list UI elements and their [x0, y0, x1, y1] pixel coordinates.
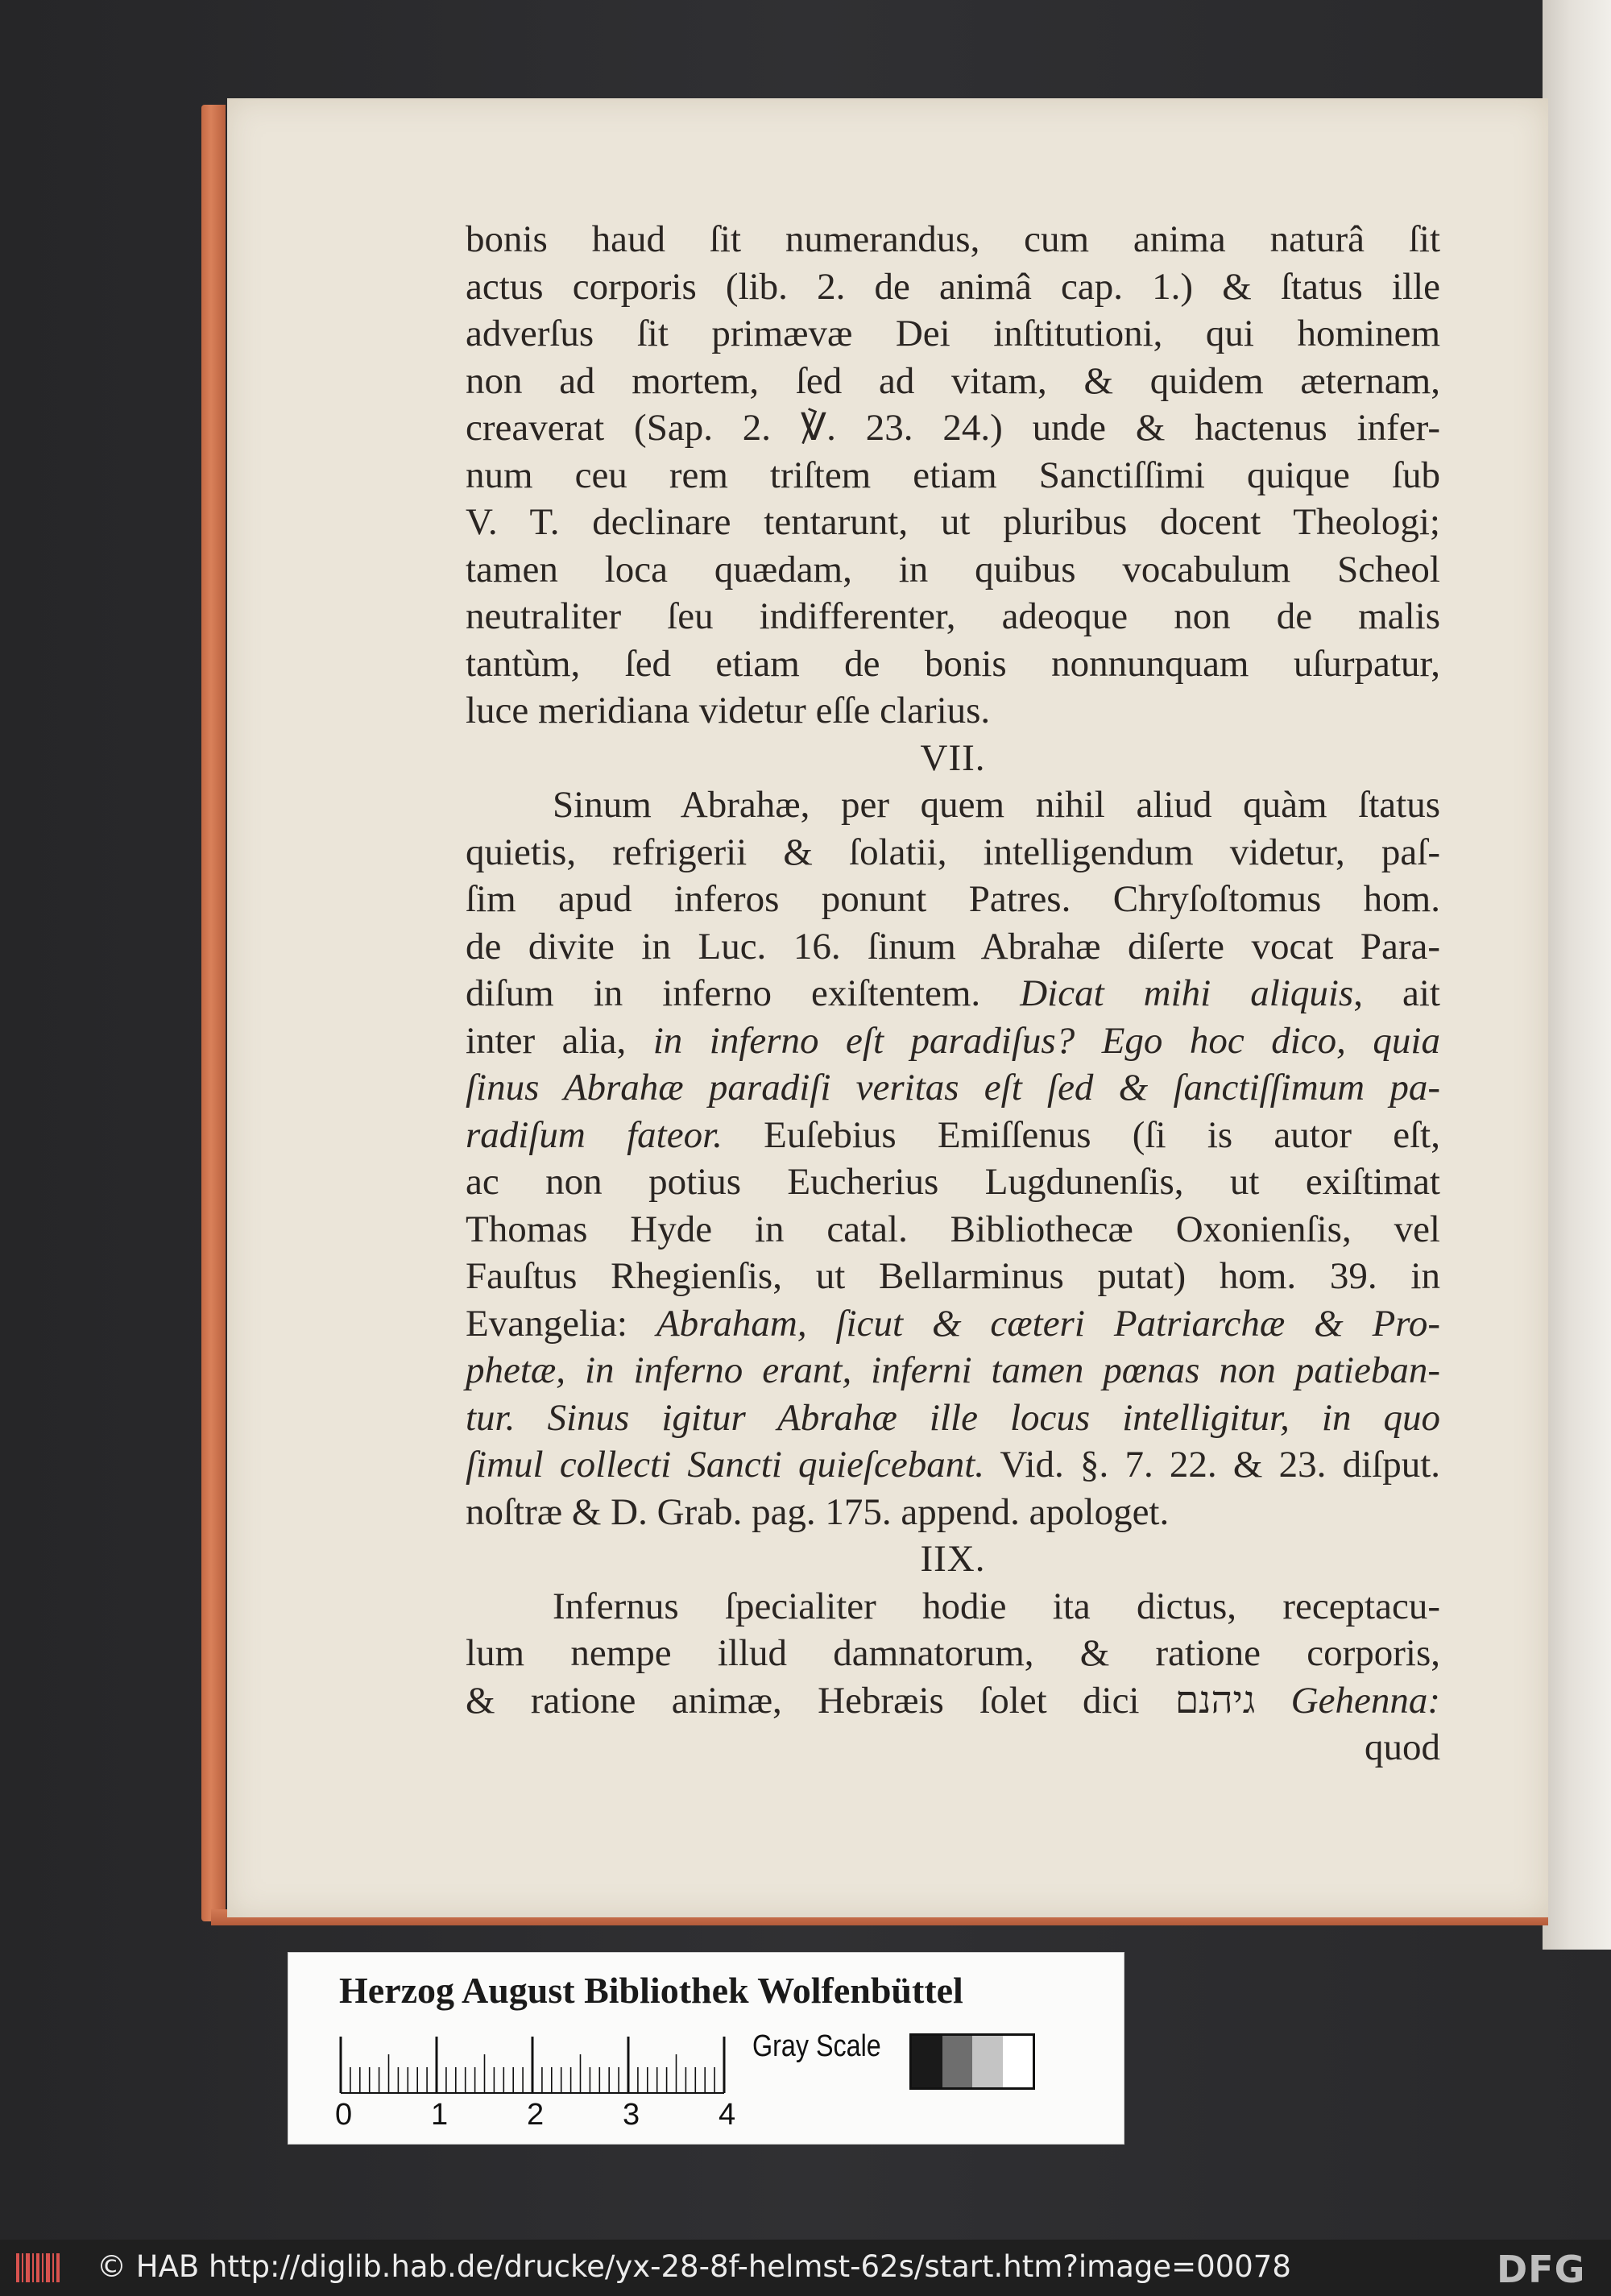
italic-text: radiſum fateor. [466, 1113, 723, 1156]
text-segment: bonis haud ſit numerandus, cum anima naturâ ſit [466, 218, 1440, 260]
italic-text: phetæ, in inferno erant, inferni tamen pœnas non patieban- [466, 1349, 1440, 1391]
dfg-logo: DFG [1497, 2248, 1586, 2291]
italic-text: ſinus Abrahæ paradiſi veritas eſt ſed & ſanctiſſimum pa- [466, 1067, 1440, 1109]
italic-text: Gehenna: [1290, 1679, 1440, 1722]
ruler-number: 4 [719, 2098, 736, 2132]
text-line [466, 923, 1440, 971]
text-line [466, 640, 1440, 688]
italic-text: in inferno eſt paradiſus? Ego hoc dico, quia [652, 1019, 1440, 1062]
text-segment: ac non potius Eucherius Lugdunenſis, ut exiſtimat [466, 1161, 1440, 1203]
text-segment: Infernus ſpecialiter hodie ita dictus, receptacu- [553, 1585, 1440, 1627]
section-heading [466, 1536, 1440, 1583]
text-line [466, 1253, 1440, 1300]
text-segment: Thomas Hyde in catal. Bibliothecæ Oxonienſis, vel [466, 1208, 1440, 1250]
gray-scale-label: Gray Scale [752, 2029, 881, 2063]
text-segment: IIX. [920, 1538, 986, 1580]
text-line [466, 781, 1440, 829]
text-line [466, 1583, 1440, 1631]
text-segment: VII. [920, 736, 986, 779]
text-line [466, 1724, 1440, 1772]
text-segment: tamen loca quædam, in quibus vocabulum Scheol [466, 548, 1440, 591]
barcode-icon [16, 2253, 64, 2282]
gray-swatch [1003, 2036, 1033, 2087]
footer-url[interactable]: © HAB http://diglib.hab.de/drucke/yx-28-8f-helmst-62s/start.htm?image=00078 [97, 2249, 1291, 2284]
italic-text: Abraham, ſicut & cæteri Patriarchæ & Pro- [656, 1302, 1440, 1345]
gray-swatch [972, 2036, 1003, 2087]
text-segment: Euſebius Emiſſenus (ſi is autor eſt, [722, 1113, 1440, 1156]
text-line [466, 404, 1440, 452]
text-line [466, 546, 1440, 594]
adjacent-page-edge [1543, 0, 1611, 1950]
text-segment: non ad mortem, ſed ad vitam, & quidem æternam, [466, 359, 1440, 402]
italic-text: Dicat mihi aliquis [1020, 972, 1354, 1014]
text-line [466, 1441, 1440, 1489]
text-line [466, 1206, 1440, 1254]
text-segment: V. T. declinare tentarunt, ut pluribus docent Theologi; [466, 501, 1440, 543]
text-line [466, 970, 1440, 1017]
text-segment: ſim apud inferos ponunt Patres. Chryſoſtomus hom. [466, 878, 1440, 920]
text-segment: Fauſtus Rhegienſis, ut Bellarminus putat) hom. 39. in [466, 1255, 1440, 1297]
text-line [466, 452, 1440, 499]
text-segment: adverſus ſit primævæ Dei inſtitutioni, qui hominem [466, 313, 1440, 354]
text-line [466, 1017, 1440, 1065]
footer-bar [0, 2240, 1611, 2296]
text-line [466, 1677, 1440, 1725]
text-line [466, 1395, 1440, 1442]
text-line [466, 1300, 1440, 1348]
text-line [466, 876, 1440, 923]
text-segment: Evangelia: [466, 1302, 656, 1345]
italic-text: tur. Sinus igitur Abrahæ ille locus intelligitur, in quo [466, 1396, 1440, 1439]
text-segment: quod [1365, 1726, 1440, 1768]
text-segment: lum nempe illud damnatorum, & ratione corporis, [466, 1632, 1440, 1674]
text-line [466, 1158, 1440, 1206]
text-line [466, 358, 1440, 405]
book-edge [201, 105, 226, 1921]
text-line [466, 593, 1440, 640]
text-line [466, 263, 1440, 311]
color-scale-card [288, 1952, 1124, 2145]
text-segment: neutraliter ſeu indifferenter, adeoque non de malis [466, 595, 1440, 637]
text-segment: creaverat (Sap. 2. ℣. 23. 24.) unde & hactenus infer- [466, 407, 1440, 449]
section-heading [466, 735, 1440, 782]
text-segment: Sinum Abrahæ, per quem nihil aliud quàm ſtatus [553, 784, 1440, 826]
text-segment: tantùm, ſed etiam de bonis nonnunquam uſurpatur, [466, 642, 1440, 685]
text-segment: noſtræ & D. Grab. pag. 175. append. apologet. [466, 1490, 1170, 1533]
text-line [466, 829, 1440, 877]
gray-swatch [912, 2036, 942, 2087]
ruler-number: 2 [527, 2098, 545, 2132]
text-segment: num ceu rem triſtem etiam Sanctiſſimi quique ſub [466, 454, 1440, 496]
text-line [466, 1489, 1440, 1536]
italic-text: ſimul collecti Sancti quieſcebant. [466, 1444, 985, 1486]
text-line [466, 1112, 1440, 1159]
text-line [466, 1347, 1440, 1395]
gray-swatch [942, 2036, 973, 2087]
text-segment: actus corporis (lib. 2. de animâ cap. 1.) & ſtatus ille [466, 265, 1440, 308]
text-segment: de divite in Luc. 16. ſinum Abrahæ diſerte vocat Para- [466, 925, 1440, 968]
text-line [466, 687, 1440, 735]
text-line [466, 310, 1440, 358]
text-line [466, 216, 1440, 263]
text-segment: diſum in inferno exiſtentem. [466, 972, 1021, 1014]
text-line [466, 1630, 1440, 1677]
ruler-number: 3 [623, 2098, 640, 2132]
text-line [466, 499, 1440, 546]
page-text [466, 216, 1440, 1772]
library-title: Herzog August Bibliothek Wolfenbüttel [339, 1970, 963, 2011]
ruler-number: 1 [431, 2098, 449, 2132]
text-segment: luce meridiana videtur eſſe clarius. [466, 690, 991, 731]
gray-scale-swatches [909, 2033, 1035, 2090]
text-segment: , ait [1353, 972, 1440, 1014]
text-segment: & ratione animæ, Hebræis ſolet dici גיהנם [466, 1679, 1291, 1722]
text-segment: inter alia, [466, 1019, 653, 1062]
text-line [466, 1064, 1440, 1112]
text-segment: Vid. §. 7. 22. & 23. diſput. [984, 1444, 1441, 1486]
text-segment: quietis, refrigerii & ſolatii, intelligendum videtur, paſ- [466, 831, 1440, 873]
ruler-number: 0 [335, 2098, 353, 2132]
